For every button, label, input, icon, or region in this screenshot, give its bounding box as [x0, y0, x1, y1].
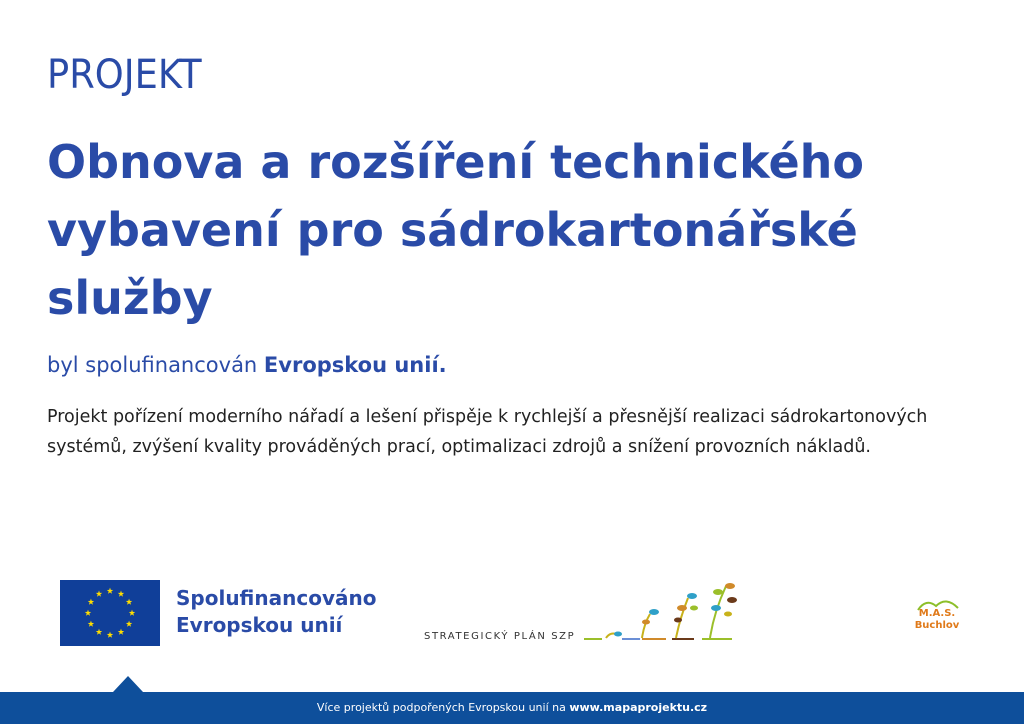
footer-notch	[113, 676, 143, 692]
eu-label-line2: Evropskou unií	[176, 613, 343, 637]
footer-bar	[0, 692, 1024, 724]
funding-emphasis: Evropskou unií.	[263, 353, 447, 377]
eu-label-line1: Spolufinancováno	[176, 586, 377, 610]
footer-link[interactable]: www.mapaprojektu.cz	[569, 701, 708, 714]
project-title: Obnova a rozšíření technického vybavení pro sádrokartonářské služby	[47, 135, 864, 325]
eu-cofinanced-label	[176, 585, 376, 639]
szp-label: STRATEGICKÝ PLÁN SZP	[424, 631, 576, 642]
eyebrow-label: PROJEKT	[47, 52, 202, 98]
project-description: Projekt pořízení moderního nářadí a lešení přispěje k rychlejší a přesnější realizaci sádrokartonových systémů, zvýšení kvality prováděných prací, optimalizaci zdrojů a snížení provozních nákladů.	[47, 407, 928, 457]
footer-text: Více projektů podpořených Evropskou unií na	[316, 701, 570, 714]
mas-label-line2: Buchlov	[914, 620, 960, 631]
funding-statement	[47, 353, 447, 377]
eu-flag-icon	[60, 580, 160, 646]
funding-prefix: byl spolufinancován	[47, 353, 264, 377]
szp-plants-icon	[582, 578, 742, 644]
mas-label-line1: M.A.S.	[918, 608, 956, 619]
